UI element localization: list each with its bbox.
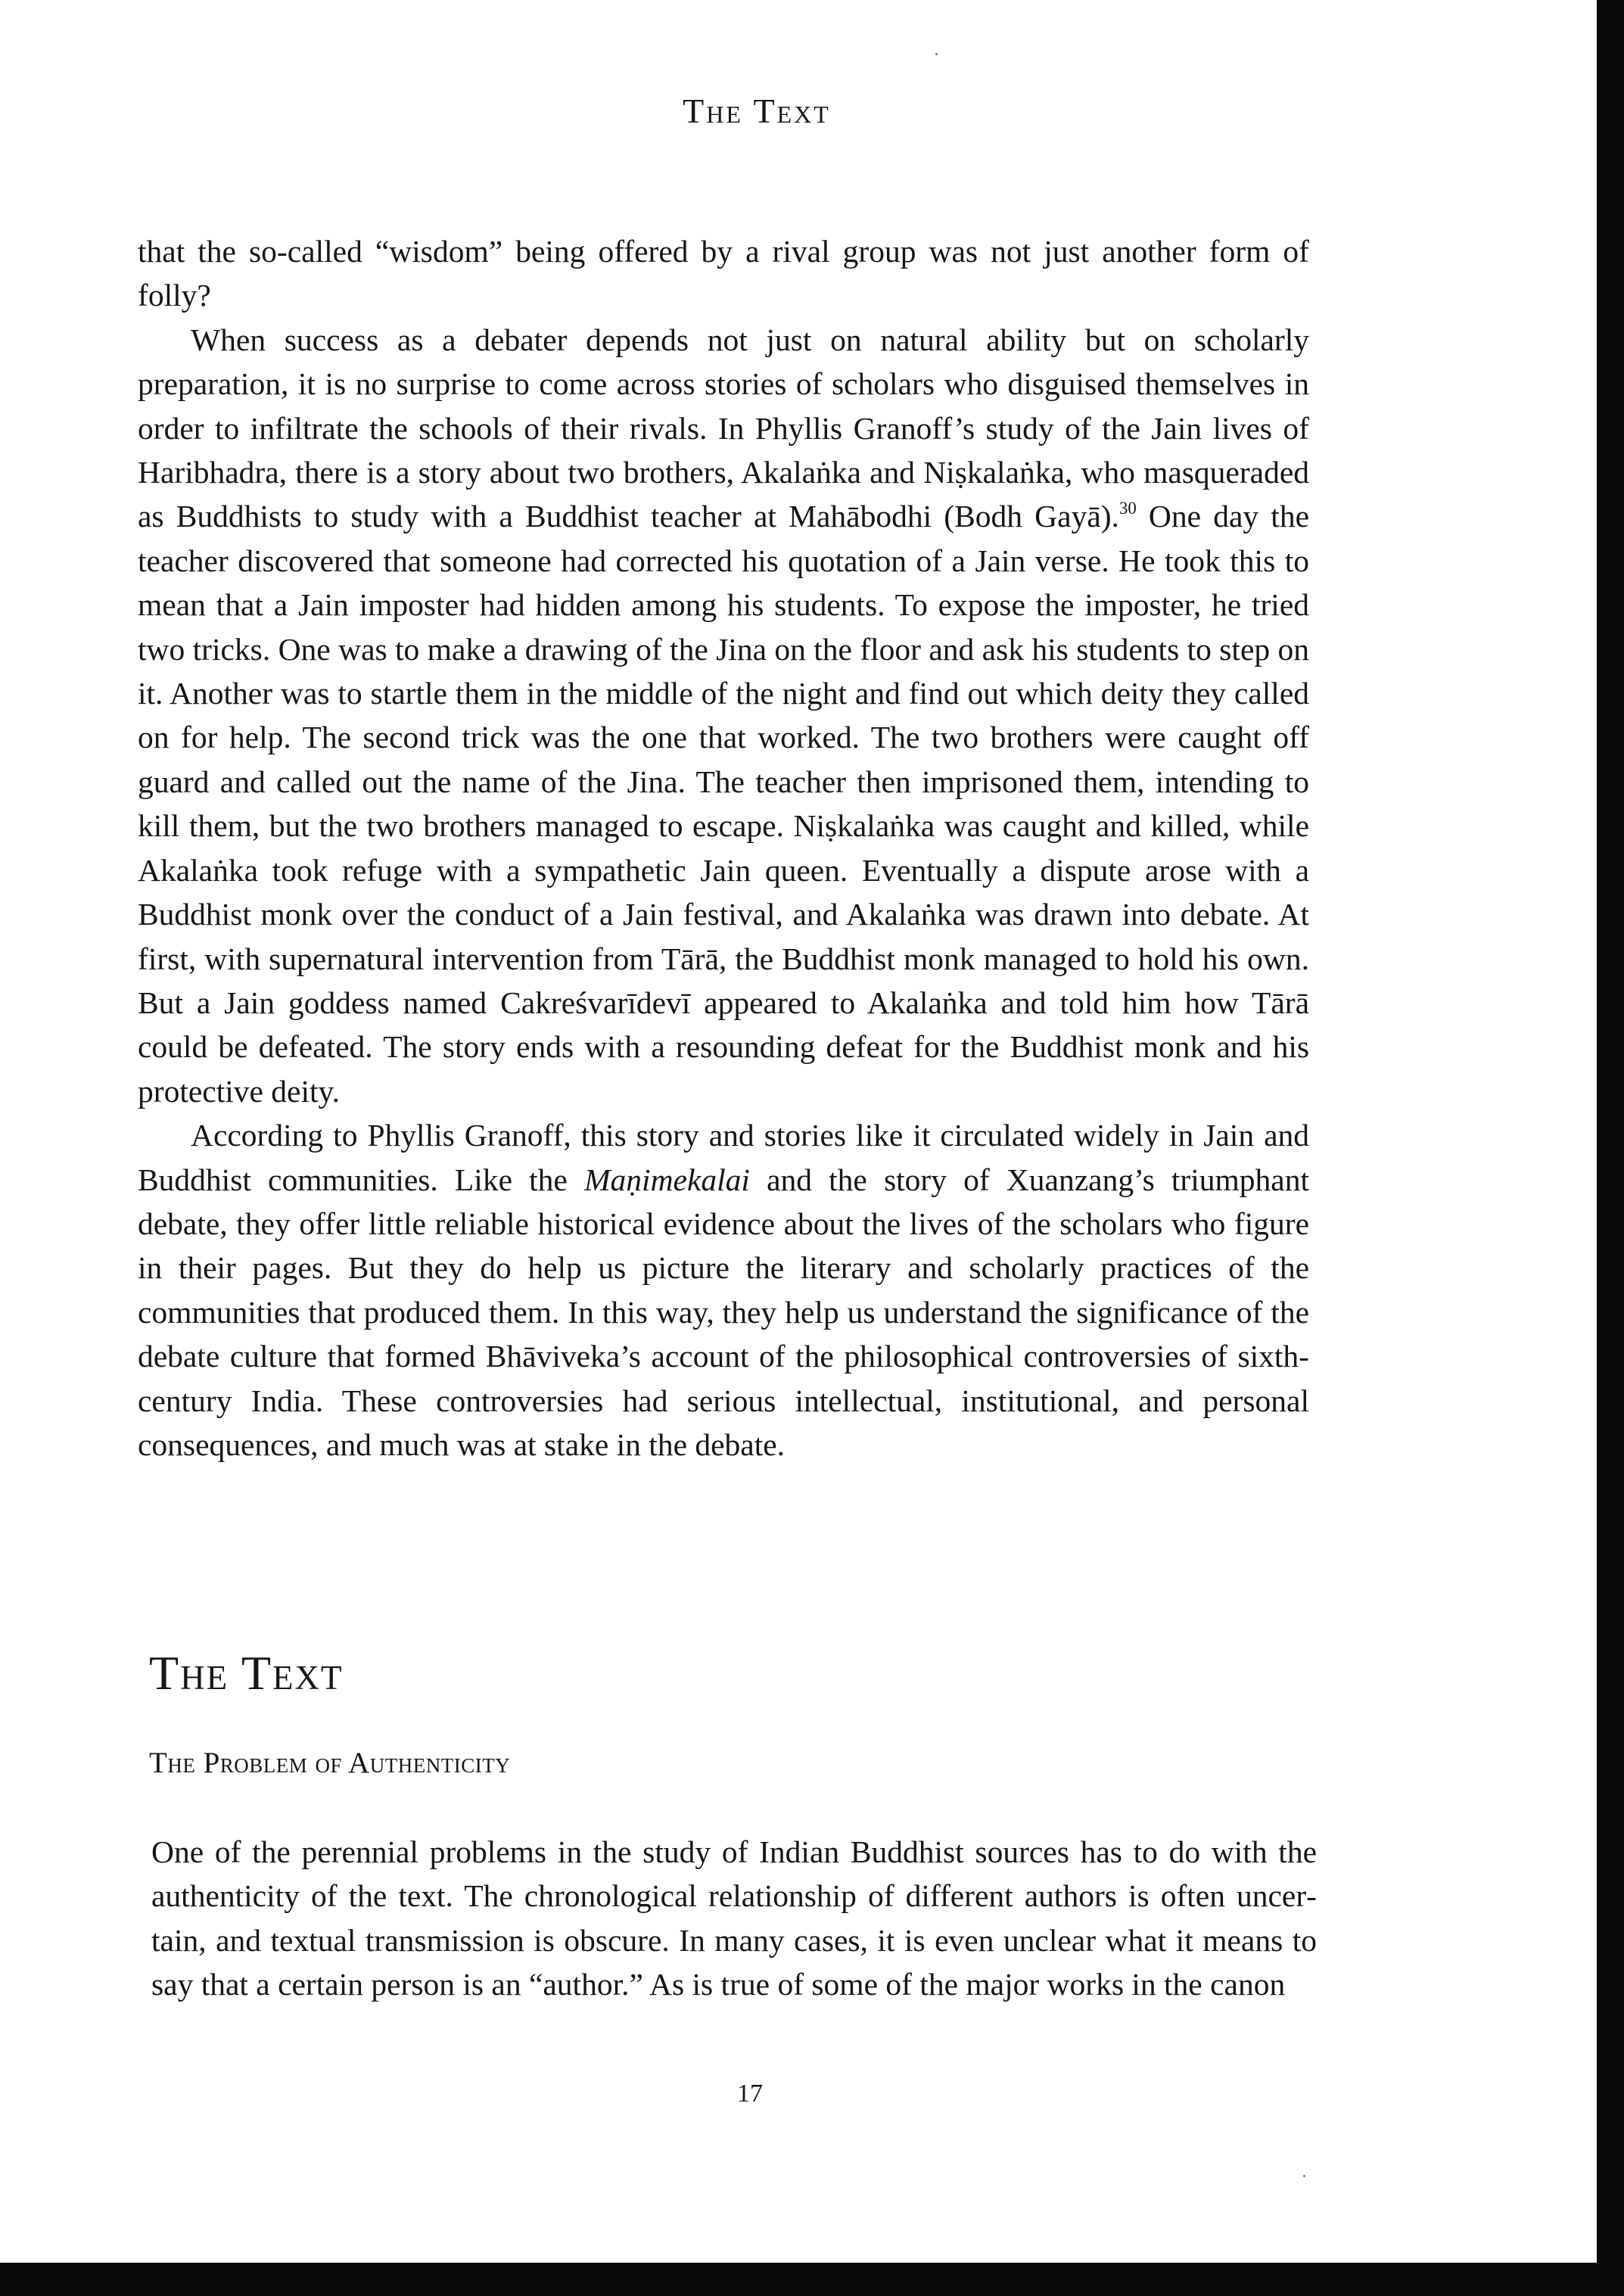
paragraph-continuation [138,229,1309,318]
paragraph-akalanka-story [138,318,1309,1113]
paragraph-authenticity: One of the perennial problems in the study of Indian Buddhist sources has to do with the authenticity of the text. The chronological relationship of different authors is often uncertain, and textual transmission is obscure. In many cases, it is even unclear what it means to say that a certain person is an “author.” As is true of some of the major works in the canon [151,1834,1317,2002]
work-title-italic: Maṇimekalai [583,1162,750,1197]
paragraph-text: and the story of Xuanzang’s triumphant debate, they offer little reliable historical evidence about the lives of the scholars who figure in their pages. But they do help us picture the literary and scholarly practices of the communities that produced them. In this way, they help us understand the significance of the debate culture that formed Bhāviveka’s account of the philosophical controversies of sixth-century India. These controversies had serious intellectual, institutional, and personal consequences, and much was at stake in the debate. [138,1162,1309,1462]
paragraph-granoff-conclusion [138,1113,1309,1467]
section-title: The Text [149,1646,344,1700]
paragraph-text: According to Phyllis Granoff, this story and stories like it circulated widely in Jain and Buddhist communities. Like the [138,1118,1309,1197]
scan-border-bottom [0,2263,1624,2296]
paragraph-text: that the so-called “wisdom” being offered by a rival group was not just another form of folly? [138,234,1309,313]
main-text-block [138,229,1309,1467]
paragraph-text: One day the teacher discovered that someone had corrected his quotation of a Jain verse. He took this to mean that a Jain imposter had hidden among his students. To expose the imposter, he tried two tricks. One was to make a drawing of the Jina on the floor and ask his students to step on it. Another was to startle them in the middle of the night and find out which deity they called on for help. The second trick was the one that worked. The two brothers were caught off guard and called out the name of the Jina. The teacher then imprisoned them, intending to kill them, but the two brothers managed to escape. Niṣkalaṅka was caught and killed, while Akalaṅka took refuge with a sympathetic Jain queen. Eventually a dispute arose with a Buddhist monk over the conduct of a Jain festival, and Akalaṅka was drawn into debate. At first, with supernatural intervention from Tārā, the Buddhist monk managed to hold his own. But a Jain goddess named Cakreśvarīdevī appeared to Akalaṅka and told him how Tārā could be defeated. The story ends with a resounding defeat for the Buddhist monk and his protective deity. [138,499,1309,1109]
dust-speck [935,53,938,55]
section-text-block [151,1830,1317,2007]
subsection-title: The Problem of Authenticity [149,1747,511,1779]
paragraph-text: When success as a debater depends not just on natural ability but on scholarly preparation, it is no surprise to come across stories of scholars who disguised themselves in order to infiltrate the schools of their rivals. In Phyllis Granoff’s study of the Jain lives of Haribhadra, there is a story about two brothers, Akalaṅka and Niṣkalaṅka, who masqueraded as Buddhists to study with a Buddhist teacher at Mahābodhi (Bodh Gayā). [138,322,1309,534]
footnote-reference[interactable]: 30 [1118,499,1137,518]
running-head: The Text [683,92,831,130]
page-number: 17 [737,2080,763,2108]
scan-border-right [1597,0,1624,2296]
dust-speck [1303,2175,1305,2177]
